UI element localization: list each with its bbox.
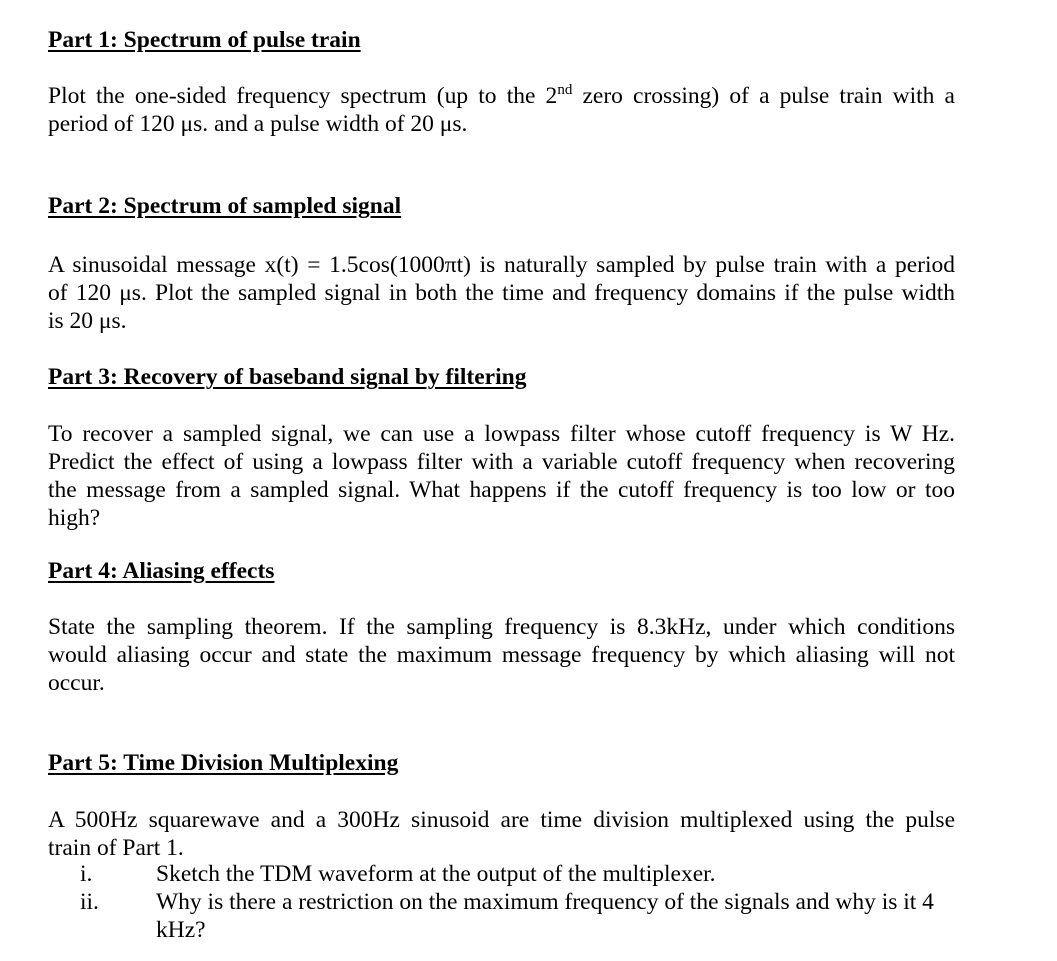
part3-line-1: To recover a sampled signal, we can use a lowpass filter whose cutoff frequency is W Hz. <box>48 421 955 447</box>
part2-line-2: of 120 μs. Plot the sampled signal in both the time and frequency domains if the pulse width <box>48 280 955 306</box>
part2-line-3: is 20 μs. <box>48 308 127 334</box>
part5-line-2: train of Part 1. <box>48 835 184 861</box>
part5-line-1: A 500Hz squarewave and a 300Hz sinusoid are time division multiplexed using the pulse <box>48 807 955 833</box>
part1-line-1: Plot the one-sided frequency spectrum (up to the 2nd zero crossing) of a pulse train with a <box>48 82 955 109</box>
part1-heading: Part 1: Spectrum of pulse train <box>48 27 361 53</box>
part4-line-1: State the sampling theorem. If the sampling frequency is 8.3kHz, under which conditions <box>48 614 955 640</box>
part3-heading: Part 3: Recovery of baseband signal by filtering <box>48 364 527 390</box>
ordinal-superscript: nd <box>557 82 573 98</box>
part3-line-4: high? <box>48 505 101 531</box>
part3-line-2: Predict the effect of using a lowpass filter with a variable cutoff frequency when recovering <box>48 449 955 475</box>
list-item-text: Sketch the TDM waveform at the output of the multiplexer. <box>156 861 716 887</box>
part4-heading: Part 4: Aliasing effects <box>48 558 275 584</box>
part3-paragraph <box>48 420 955 532</box>
list-item-number: ii. <box>80 889 99 915</box>
list-item-number: i. <box>80 861 93 887</box>
part3-line-3: the message from a sampled signal. What happens if the cutoff frequency is too low or too <box>48 477 955 503</box>
part5-paragraph <box>48 806 955 862</box>
part1-paragraph <box>48 82 955 138</box>
part2-heading: Part 2: Spectrum of sampled signal <box>48 193 402 219</box>
list-item-text: kHz? <box>156 917 206 943</box>
part5-heading: Part 5: Time Division Multiplexing <box>48 750 399 776</box>
part2-paragraph <box>48 251 955 335</box>
list-item-text: Why is there a restriction on the maximum frequency of the signals and why is it 4 <box>156 889 934 915</box>
part4-line-2: would aliasing occur and state the maximum message frequency by which aliasing will not <box>48 642 955 668</box>
part4-line-3: occur. <box>48 670 105 696</box>
part4-paragraph <box>48 613 955 697</box>
part2-line-1: A sinusoidal message x(t) = 1.5cos(1000πt) is naturally sampled by pulse train with a period <box>48 252 955 278</box>
part1-line-2: period of 120 μs. and a pulse width of 20 μs. <box>48 111 468 137</box>
